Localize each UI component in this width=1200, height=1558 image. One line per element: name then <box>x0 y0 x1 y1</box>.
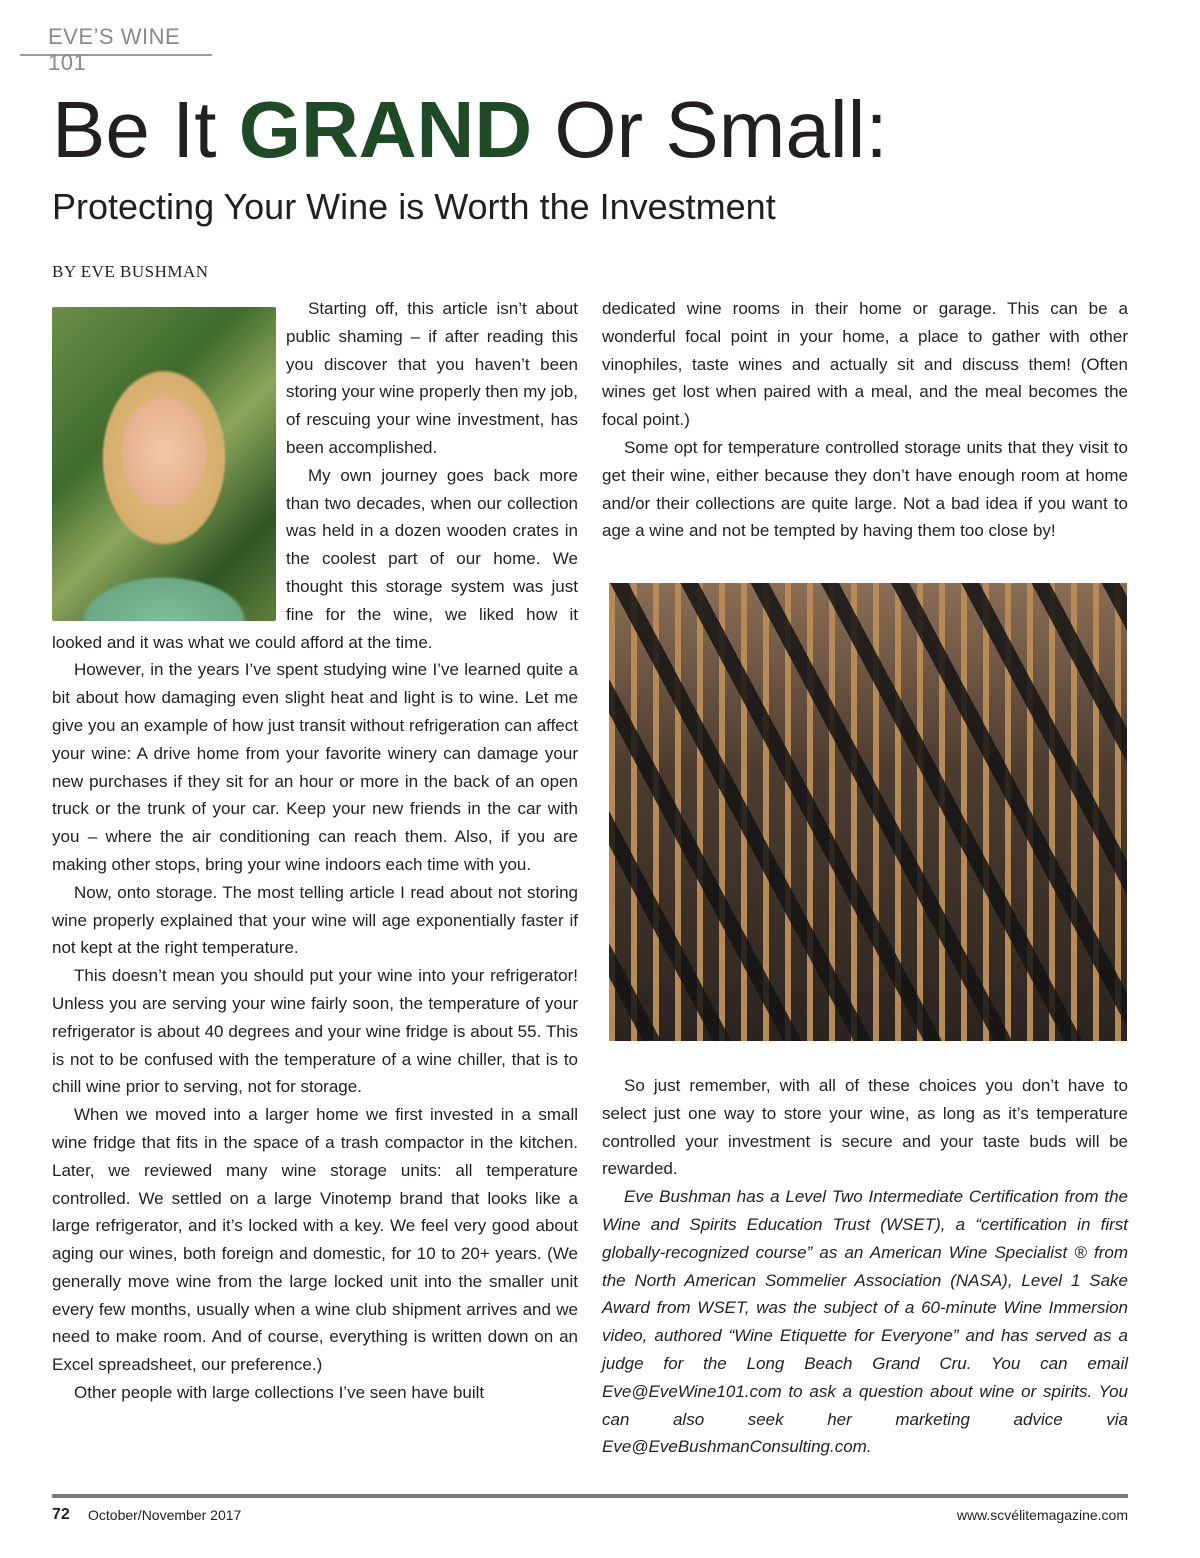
issue-date: October/November 2017 <box>88 1507 242 1523</box>
title-grand: GRAND <box>238 85 533 174</box>
paragraph: My own journey goes back more than two decades, when our collection was held in a dozen wooden crates in the coolest part of our home. We thought this storage system was just fine for the wine, we liked how it looked and it was what we could afford at the time. <box>52 465 578 652</box>
footer-divider <box>52 1494 1128 1498</box>
author-bio: Eve Bushman has a Level Two Intermediate Certification from the Wine and Spirits Education Trust (WSET), a “certification in first globally-recognized course” as an American Wine Specialist ® from the North American Sommelier Association (NASA), Level 1 Sake Award from WSET, was the subject of a 60-minute Wine Immersion video, authored “Wine Etiquette for Everyone” and has served as a judge for the Long Beach Grand Cru. You can email Eve@EveWine101.com to ask a question about wine or spirits. You can also seek her marketing advice via Eve@EveBushmanConsulting.com. <box>602 1187 1128 1457</box>
wine-rack-photo <box>609 583 1127 1041</box>
paragraph: Some opt for temperature controlled storage units that they visit to get their wine, either because they don’t have enough room at home and/or their collections are quite large. Not a bad idea if you want to age a wine and not be tempted by having them too close by! <box>602 437 1128 541</box>
article-subtitle: Protecting Your Wine is Worth the Investment <box>52 186 776 227</box>
title-part-1: Be It <box>52 85 239 174</box>
byline: BY EVE BUSHMAN <box>52 262 209 281</box>
paragraph: Now, onto storage. The most telling article I read about not storing wine properly explained that your wine will age exponentially faster if not kept at the right temperature. <box>52 882 578 958</box>
title-part-2: Or Small: <box>532 85 888 174</box>
website-url: www.scvélitemagazine.com <box>956 1507 1128 1523</box>
paragraph: When we moved into a larger home we first invested in a small wine fridge that fits in the space of a trash compactor in the kitchen. Later, we reviewed many wine storage units: all temperature controlled. We settled on a large Vinotemp brand that looks like a large refrigerator, and it’s locked with a key. We feel very good about aging our wines, both foreign and domestic, for 10 to 20+ years. (We generally move wine from the large locked unit into the smaller unit every few months, usually when a wine club shipment arrives and we need to make room. And of course, everything is written down on an Excel spreadsheet, our preference.) <box>52 1105 578 1375</box>
author-portrait-photo <box>52 307 276 621</box>
right-column-top <box>602 295 1128 545</box>
paragraph: Starting off, this article isn’t about public shaming – if after reading this you discover that you haven’t been storing your wine properly then my job, of rescuing your wine investment, has been accomplished. <box>286 299 578 457</box>
paragraph: However, in the years I’ve spent studying wine I’ve learned quite a bit about how damaging even slight heat and light is to wine. Let me give you an example of how just transit without refrigeration can affect your wine: A drive home from your favorite winery can damage your new purchases if they sit for an hour or more in the back of an open truck or the trunk of your car. Keep your new friends in the car with you – where the air conditioning can reach them. Also, if you are making other stops, bring your wine indoors each time with you. <box>52 660 578 874</box>
section-tag: EVE’S WINE 101 <box>20 24 212 56</box>
paragraph: Other people with large collections I’ve seen have built <box>74 1383 485 1403</box>
paragraph: So just remember, with all of these choices you don’t have to select just one way to store your wine, as long as it’s temperature controlled your investment is secure and your taste buds will be rewarded. <box>602 1076 1128 1179</box>
page-number: 72 <box>52 1506 70 1523</box>
paragraph: dedicated wine rooms in their home or garage. This can be a wonderful focal point in your home, a place to gather with other vinophiles, taste wines and actually sit and discuss them! (Often wines get lost when paired with a meal, and the meal becomes the focal point.) <box>602 299 1128 430</box>
left-column <box>52 295 578 1407</box>
right-column-bottom <box>602 1072 1128 1461</box>
paragraph: This doesn’t mean you should put your wine into your refrigerator! Unless you are serving your wine fairly soon, the temperature of your refrigerator is about 40 degrees and your wine fridge is about 55. This is not to be confused with the temperature of a wine chiller, that is to chill wine prior to serving, not for storage. <box>52 966 578 1097</box>
article-title <box>52 82 888 178</box>
